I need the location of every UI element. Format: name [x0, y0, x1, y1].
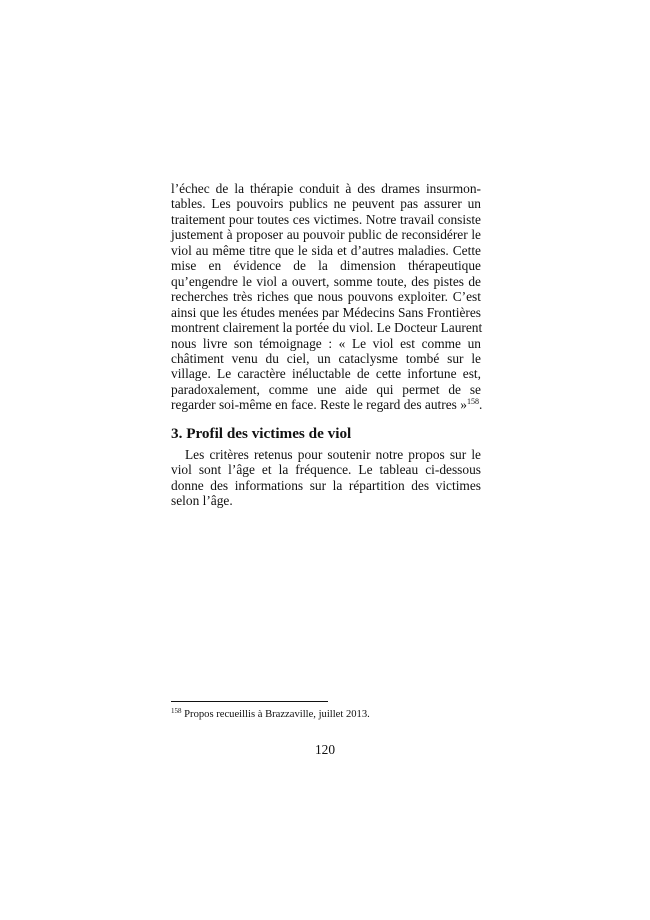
- footnote-text: Propos recueillis à Brazzaville, juillet 2013.: [184, 709, 370, 720]
- text-line: village. Le caractère inéluctable de cette infortune est,: [171, 366, 481, 382]
- text-line: paradoxalement, comme une aide qui permet de se: [171, 381, 481, 397]
- text-line: l’échec de la thérapie conduit à des drames insurmon-: [171, 181, 481, 196]
- text-line-last: [171, 397, 481, 412]
- text-line: qu’engendre le viol a ouvert, somme toute, des pistes de: [171, 273, 481, 289]
- text-line: recherches très riches que nous pouvons exploiter. C’est: [171, 289, 481, 305]
- text-line: traitement pour toutes ces victimes. Notre travail consiste: [171, 211, 481, 227]
- page-body: [171, 181, 481, 509]
- text-line: montrent clairement la portée du viol. Le Docteur Laurent: [171, 320, 483, 336]
- text-line: Les critères retenus pour soutenir notre propos sur le: [185, 446, 481, 462]
- text-line: viol sont l’âge et la fréquence. Le tableau ci-dessous: [171, 462, 481, 478]
- text-line: nous livre son témoignage : « Le viol est comme un: [171, 335, 481, 351]
- body-paragraph-2: [171, 447, 481, 509]
- footnote-reference[interactable]: 158: [466, 397, 479, 407]
- footnote-number: 158: [171, 707, 182, 715]
- section-heading: 3. Profil des victimes de viol: [171, 424, 352, 442]
- body-paragraph-1: [171, 181, 481, 413]
- text-line: justement à proposer au pouvoir public de reconsidérer le: [171, 227, 481, 243]
- text-line: châtiment venu du ciel, un cataclysme tombé sur le: [171, 350, 481, 366]
- text-line: tables. Les pouvoirs publics ne peuvent pas assurer un: [171, 196, 481, 212]
- text-line: ainsi que les études menées par Médecins Sans Frontières: [171, 304, 481, 320]
- text-line-last: selon l’âge.: [171, 493, 233, 509]
- text-line-content: regarder soi-même en face. Reste le regard des autres »: [171, 397, 467, 413]
- text-line: viol au même titre que le sida et d’autres maladies. Cette: [171, 242, 481, 258]
- page-number: 120: [314, 742, 336, 757]
- footnote-separator: [171, 701, 328, 702]
- text-line: mise en évidence de la dimension thérapeutique: [171, 258, 481, 274]
- text-line: donne des informations sur la répartition des victimes: [171, 477, 481, 493]
- sentence-end: .: [478, 397, 483, 413]
- footnote: [171, 708, 370, 721]
